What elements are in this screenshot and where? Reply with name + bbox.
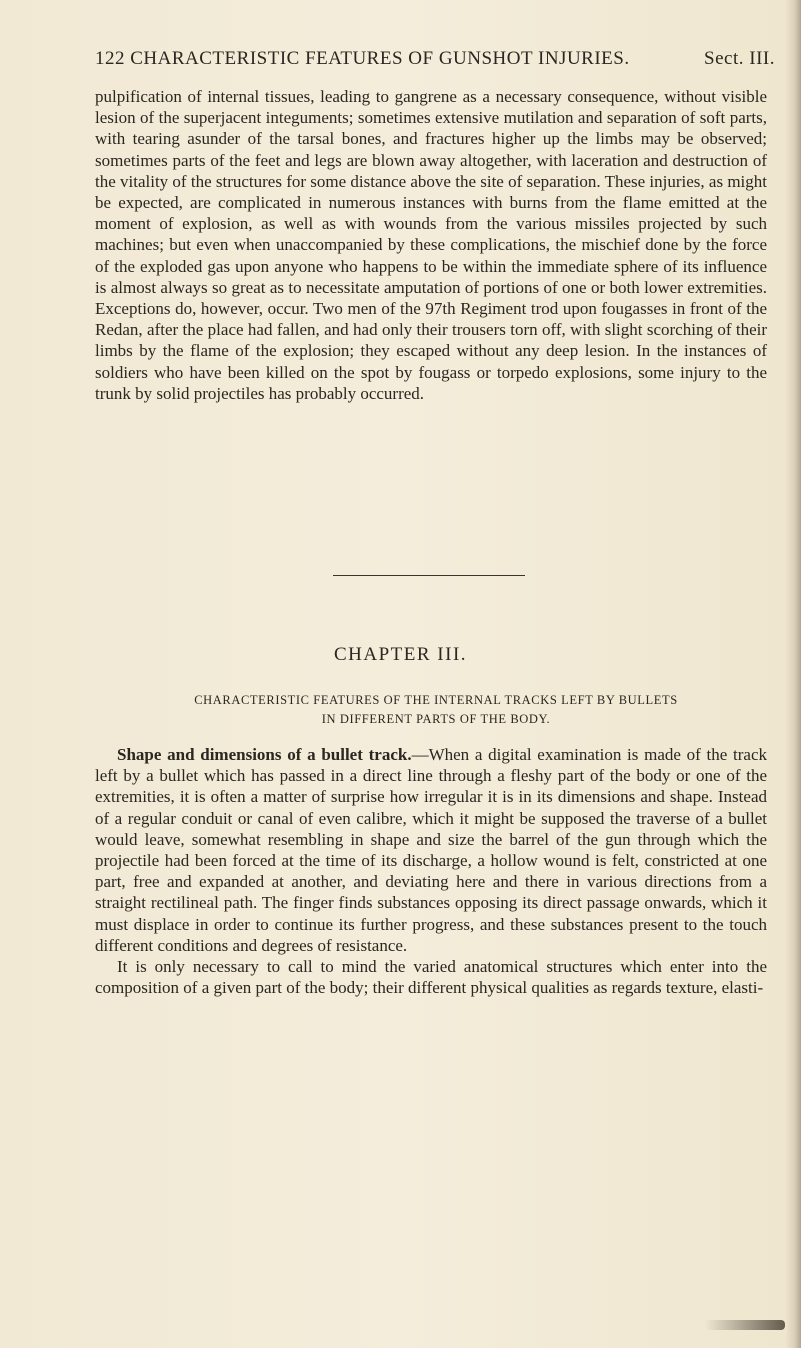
final-paragraph: It is only necessary to call to mind the varied anatomical structures which enter into the composition of a given part of the body; their different physical qualities as regards texture, elasti- xyxy=(95,957,767,998)
chapter-subtitle-line1: CHARACTERISTIC FEATURES OF THE INTERNAL TRACKS LEFT BY BULLETS xyxy=(194,693,678,707)
chapter-body xyxy=(95,744,767,998)
chapter-subtitle-line2: IN DIFFERENT PARTS OF THE BODY. xyxy=(321,712,551,726)
section-divider xyxy=(333,575,525,576)
section-paragraph-text: —When a digital examination is made of the track left by a bullet which has passed in a direct line through a fleshy part of the body or one of the extremities, it is often a matter of surprise how irregular it is in its dimensions and shape. Instead of a regular conduit or canal of even calibre, which it might be supposed the traverse of a bullet would leave, somewhat resembling in shape and size the barrel of the gun through which the projectile had been forced at the time of its discharge, a hollow wound is felt, constricted at one part, free and expanded at another, and deviating here and there in various directions from a straight rectilineal path. The finger finds substances opposing its direct passage onwards, which it must displace in order to continue its further progress, and these substances present to the touch different conditions and degrees of resistance. xyxy=(95,745,767,955)
continued-paragraph: pulpification of internal tissues, leading to gangrene as a necessary consequence, without visible lesion of the superjacent integuments; sometimes extensive mutilation and separation of soft parts, with tearing asunder of the tarsal bones, and fractures higher up the limbs may be observed; sometimes parts of the feet and legs are blown away altogether, with laceration and destruction of the vitality of the structures for some distance above the site of separation. These injuries, as might be expected, are complicated in numerous instances with burns from the flame emitted at the moment of explosion, as well as with wounds from the various missiles projected by such machines; but even when unaccompanied by these complications, the mischief done by the force of the exploded gas upon anyone who happens to be within the immediate sphere of its influence is almost always so great as to necessitate amputation of portions of one or both lower extremities. Exceptions do, however, occur. Two men of the 97th Regiment trod upon fougasses in front of the Redan, after the place had fallen, and had only their trousers torn off, with slight scorching of their limbs by the flame of the explosion; they escaped without any deep lesion. In the instances of soldiers who have been killed on the spot by fougass or torpedo explosions, some injury to the trunk by solid projectiles has probably occurred. xyxy=(95,87,767,403)
running-title: CHARACTERISTIC FEATURES OF GUNSHOT INJURIES. xyxy=(130,48,630,69)
chapter-heading: CHAPTER III. xyxy=(333,644,468,665)
page-edge-shadow xyxy=(785,0,801,1348)
header-left xyxy=(95,48,630,70)
continued-paragraph-block xyxy=(95,86,767,404)
run-in-heading: Shape and dimensions of a bullet track. xyxy=(117,745,412,764)
section-paragraph xyxy=(95,744,767,956)
ink-smudge xyxy=(705,1320,785,1330)
chapter-subtitle xyxy=(95,691,777,729)
running-header xyxy=(95,48,775,70)
page-number: 122 xyxy=(95,48,125,69)
section-label: Sect. III. xyxy=(704,48,775,69)
